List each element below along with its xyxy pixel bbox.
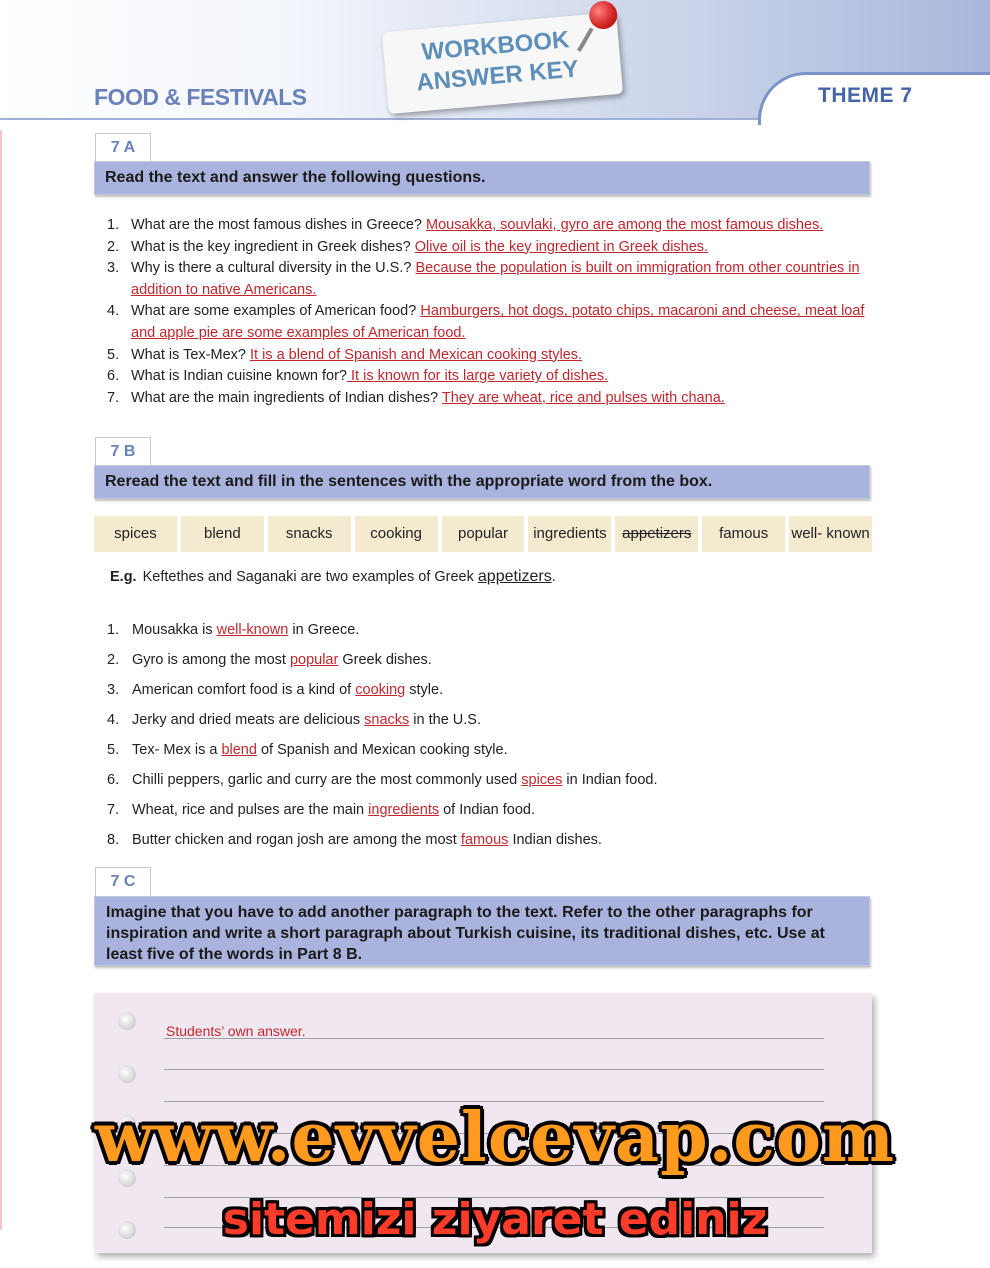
question-answer: It is a blend of Spanish and Mexican cooking styles. [250, 346, 583, 363]
item-number: 2. [107, 652, 120, 668]
item-number: 7. [107, 802, 120, 818]
example-end: . [551, 569, 556, 585]
section-7a-instruction: Read the text and answer the following questions. [94, 161, 870, 195]
example-sentence [110, 568, 556, 586]
example-label: E.g. [110, 569, 137, 585]
section-7c-tab: 7 C [95, 867, 151, 896]
fill-in-item [107, 680, 867, 710]
sentence-start: American comfort food is a kind of [132, 682, 356, 698]
sentence-end: style. [405, 682, 444, 698]
binder-hole [118, 1065, 136, 1083]
question-text: What are some examples of American food? [131, 303, 421, 320]
word-box-item: cooking [355, 516, 438, 552]
word-box-item: famous [702, 516, 785, 552]
question-number: 4. [107, 303, 120, 320]
item-number: 6. [107, 772, 120, 788]
question-text: What are the most famous dishes in Greece? [131, 217, 426, 233]
sentence-start: Butter chicken and rogan josh are among the most [132, 832, 461, 848]
pin-needle [577, 27, 593, 52]
question-text: What is the key ingredient in Greek dishes? [131, 238, 415, 255]
word-box-item: ingredients [528, 516, 611, 552]
question-answer: Because the population is built on immigration from other countries in addition to native Americans. [131, 260, 860, 298]
question-answer: Olive oil is the key ingredient in Greek dishes. [414, 238, 709, 255]
theme-label: THEME 7 [818, 84, 913, 107]
word-box [94, 516, 872, 552]
sentence-end: in Greece. [288, 622, 360, 638]
sentence-end: of Spanish and Mexican cooking style. [256, 742, 508, 758]
section-7a-tab: 7 A [95, 133, 151, 162]
question-text: Why is there a cultural diversity in the U.S.? [131, 260, 416, 277]
question-number: 2. [107, 238, 120, 255]
fill-in-item [107, 650, 867, 680]
sentence-end: of Indian food. [439, 802, 536, 818]
fill-in-list [107, 620, 867, 860]
question-text: What is Indian cuisine known for? [131, 368, 347, 385]
question-answer: Mousakka, souvlaki, gyro are among the most famous dishes. [425, 217, 824, 233]
question-item [107, 366, 867, 388]
question-item [107, 215, 867, 237]
example-answer: appetizers [477, 568, 552, 585]
section-7b-instruction: Reread the text and fill in the sentences with the appropriate word from the box. [94, 465, 870, 499]
sentence-end: in Indian food. [562, 772, 658, 788]
section-7c-instruction: Imagine that you have to add another paragraph to the text. Refer to the other paragraphs for inspiration and write a short paragraph about Turkish cuisine, its traditional dishes, etc. Use at least five of the words in Part 8 B. [94, 896, 870, 966]
fill-in-item [107, 620, 867, 650]
fill-in-answer: cooking [355, 682, 406, 698]
word-box-item: popular [442, 516, 525, 552]
fill-in-item [107, 830, 867, 860]
workbook-label: WORKBOOK [420, 26, 571, 66]
example-text: Keftethes and Saganaki are two examples of Greek [142, 569, 478, 585]
question-item [107, 237, 867, 259]
section-7b-tab: 7 B [95, 437, 151, 466]
sentence-end: Greek dishes. [338, 652, 432, 668]
fill-in-item [107, 770, 867, 800]
fill-in-item [107, 740, 867, 770]
word-box-item: snacks [268, 516, 351, 552]
sentence-end: Indian dishes. [508, 832, 602, 848]
question-number: 7. [107, 389, 120, 406]
question-item [107, 388, 867, 410]
word-box-item: appetizers [615, 516, 698, 552]
sentence-start: Wheat, rice and pulses are the main [132, 802, 369, 818]
question-answer: Hamburgers, hot dogs, potato chips, macaroni and cheese, meat loaf and apple pie are some examples of American food. [131, 303, 865, 341]
item-number: 8. [107, 832, 120, 848]
fill-in-answer: famous [460, 832, 509, 848]
question-number: 5. [107, 346, 120, 363]
question-item [107, 301, 867, 344]
question-number: 6. [107, 368, 120, 385]
question-answer: It is known for its large variety of dishes. [347, 368, 609, 385]
watermark-tagline: sitemizi ziyaret ediniz [222, 1194, 768, 1245]
fill-in-answer: snacks [364, 712, 410, 728]
fill-in-answer: well-known [216, 622, 289, 638]
sentence-start: Tex- Mex is a [132, 742, 222, 758]
word-box-item: blend [181, 516, 264, 552]
question-item [107, 345, 867, 367]
fill-in-answer: blend [221, 742, 257, 758]
question-number: 3. [107, 260, 120, 277]
fill-in-answer: spices [521, 772, 563, 788]
watermark-site: www.evvelcevap.com [95, 1098, 895, 1178]
sentence-start: Mousakka is [132, 622, 217, 638]
item-number: 1. [107, 622, 120, 638]
sentence-start: Jerky and dried meats are delicious [132, 712, 365, 728]
question-text: What are the main ingredients of Indian dishes? [131, 389, 442, 406]
margin-rule [0, 130, 2, 1230]
fill-in-item [107, 800, 867, 830]
fill-in-item [107, 710, 867, 740]
student-answer-note: Students’ own answer. [166, 1023, 306, 1039]
fill-in-answer: ingredients [368, 802, 440, 818]
item-number: 4. [107, 712, 120, 728]
question-list [107, 215, 867, 409]
question-number: 1. [107, 217, 120, 233]
answer-key-label: ANSWER KEY [415, 55, 580, 97]
question-item [107, 258, 867, 301]
item-number: 3. [107, 682, 120, 698]
question-text: What is Tex-Mex? [131, 346, 250, 363]
question-answer: They are wheat, rice and pulses with chana. [441, 389, 725, 406]
word-box-item: well- known [789, 516, 872, 552]
sentence-start: Gyro is among the most [132, 652, 290, 668]
word-box-item: spices [94, 516, 177, 552]
sentence-start: Chilli peppers, garlic and curry are the most commonly used [132, 772, 522, 788]
book-title: FOOD & FESTIVALS [94, 84, 307, 110]
writing-line [164, 1069, 824, 1070]
fill-in-answer: popular [289, 652, 339, 668]
item-number: 5. [107, 742, 120, 758]
binder-hole [118, 1012, 136, 1030]
sentence-end: in the U.S. [409, 712, 481, 728]
